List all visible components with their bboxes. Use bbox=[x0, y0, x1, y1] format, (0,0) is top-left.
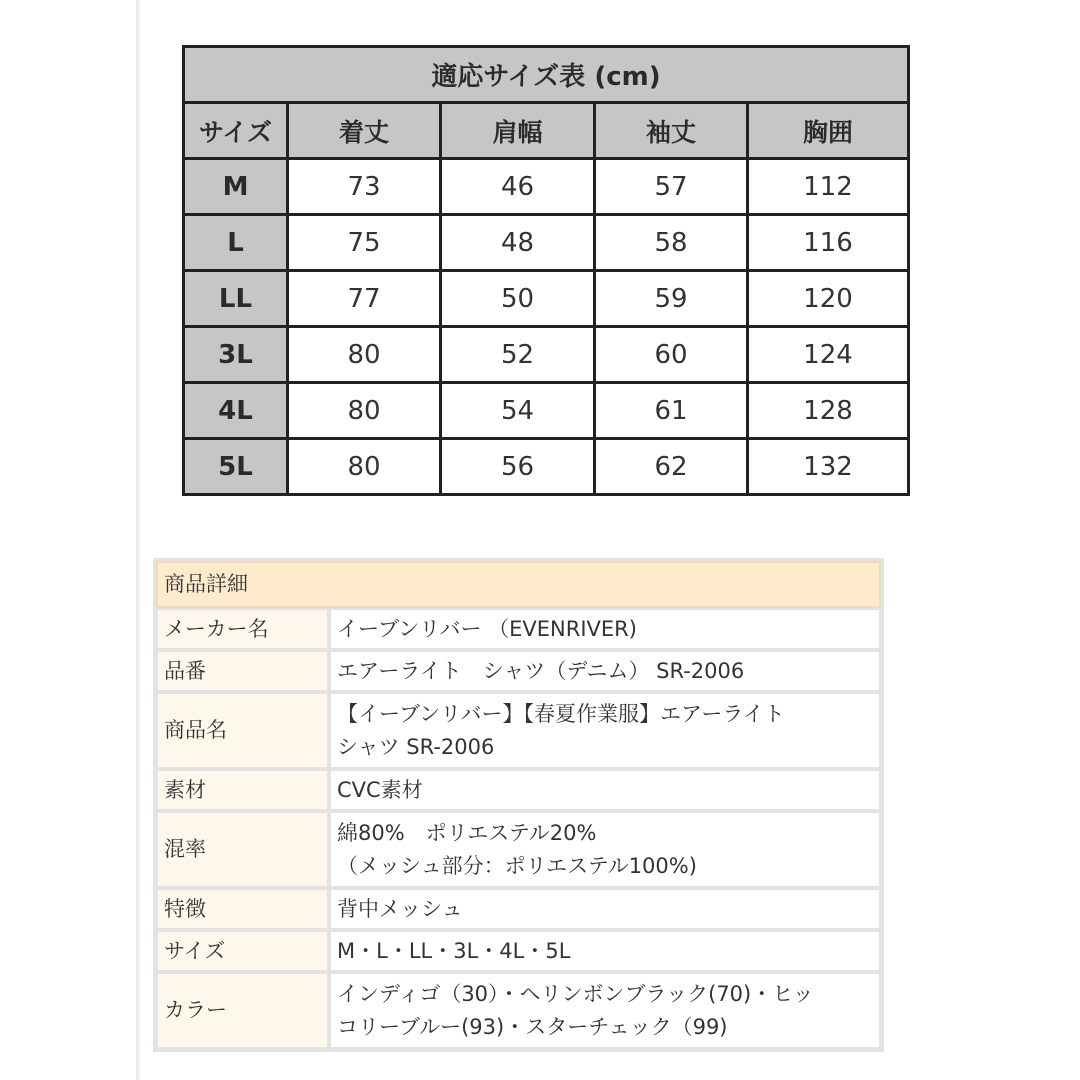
detail-row-features bbox=[156, 888, 881, 930]
detail-value-line: （メッシュ部分：ポリエステル100%) bbox=[337, 853, 697, 878]
chest-value: 116 bbox=[748, 215, 909, 271]
shoulder-value: 50 bbox=[441, 271, 595, 327]
sleeve-value: 59 bbox=[595, 271, 748, 327]
table-row bbox=[184, 159, 909, 215]
detail-value bbox=[329, 692, 881, 769]
detail-row-composition bbox=[156, 811, 881, 888]
product-details-table bbox=[153, 558, 884, 1052]
sleeve-value: 58 bbox=[595, 215, 748, 271]
detail-key: 混率 bbox=[156, 811, 329, 888]
chest-value: 128 bbox=[748, 383, 909, 439]
detail-value-line: コリーブルー(93)・スターチェック（99) bbox=[337, 1014, 728, 1039]
table-row bbox=[184, 271, 909, 327]
size-label: L bbox=[184, 215, 288, 271]
shoulder-value: 54 bbox=[441, 383, 595, 439]
sleeve-value: 61 bbox=[595, 383, 748, 439]
detail-key: 素材 bbox=[156, 769, 329, 811]
table-row bbox=[184, 327, 909, 383]
detail-row-product-number bbox=[156, 650, 881, 692]
chest-value: 120 bbox=[748, 271, 909, 327]
detail-value bbox=[329, 972, 881, 1049]
length-value: 73 bbox=[288, 159, 441, 215]
detail-value: CVC素材 bbox=[329, 769, 881, 811]
detail-value: 背中メッシュ bbox=[329, 888, 881, 930]
detail-value-line: 【イーブンリバー】【春夏作業服】エアーライト bbox=[337, 701, 785, 726]
detail-key: カラー bbox=[156, 972, 329, 1049]
detail-key: 商品名 bbox=[156, 692, 329, 769]
size-label: 3L bbox=[184, 327, 288, 383]
header-sleeve: 袖丈 bbox=[595, 103, 748, 159]
detail-value-line: シャツ SR-2006 bbox=[337, 734, 495, 759]
sleeve-value: 62 bbox=[595, 439, 748, 495]
detail-row-sizes bbox=[156, 930, 881, 972]
detail-row-material bbox=[156, 769, 881, 811]
detail-key: メーカー名 bbox=[156, 608, 329, 650]
sleeve-value: 57 bbox=[595, 159, 748, 215]
header-shoulder: 肩幅 bbox=[441, 103, 595, 159]
length-value: 80 bbox=[288, 383, 441, 439]
length-value: 80 bbox=[288, 327, 441, 383]
table-row bbox=[184, 439, 909, 495]
size-chart-table bbox=[182, 45, 910, 496]
length-value: 80 bbox=[288, 439, 441, 495]
chest-value: 112 bbox=[748, 159, 909, 215]
detail-row-maker bbox=[156, 608, 881, 650]
header-chest: 胸囲 bbox=[748, 103, 909, 159]
chest-value: 132 bbox=[748, 439, 909, 495]
header-size: サイズ bbox=[184, 103, 288, 159]
chest-value: 124 bbox=[748, 327, 909, 383]
table-row bbox=[184, 215, 909, 271]
length-value: 77 bbox=[288, 271, 441, 327]
detail-value: エアーライト シャツ（デニム） SR-2006 bbox=[329, 650, 881, 692]
detail-value: イーブンリバー （EVENRIVER) bbox=[329, 608, 881, 650]
detail-key: 特徴 bbox=[156, 888, 329, 930]
shoulder-value: 52 bbox=[441, 327, 595, 383]
detail-value: M・L・LL・3L・4L・5L bbox=[329, 930, 881, 972]
detail-key: サイズ bbox=[156, 930, 329, 972]
detail-value bbox=[329, 811, 881, 888]
size-label: 5L bbox=[184, 439, 288, 495]
detail-row-product-name bbox=[156, 692, 881, 769]
size-label: M bbox=[184, 159, 288, 215]
header-length: 着丈 bbox=[288, 103, 441, 159]
shoulder-value: 56 bbox=[441, 439, 595, 495]
length-value: 75 bbox=[288, 215, 441, 271]
product-details-heading: 商品詳細 bbox=[156, 561, 881, 608]
detail-value-line: 綿80% ポリエステル20% bbox=[337, 820, 597, 845]
table-row bbox=[184, 383, 909, 439]
size-label: 4L bbox=[184, 383, 288, 439]
detail-key: 品番 bbox=[156, 650, 329, 692]
size-label: LL bbox=[184, 271, 288, 327]
shoulder-value: 48 bbox=[441, 215, 595, 271]
size-chart-header-row bbox=[184, 103, 909, 159]
sleeve-value: 60 bbox=[595, 327, 748, 383]
shoulder-value: 46 bbox=[441, 159, 595, 215]
detail-value-line: インディゴ（30）・ヘリンボンブラック(70)・ヒッ bbox=[337, 981, 814, 1006]
left-column-rule bbox=[136, 0, 142, 1080]
detail-row-colors bbox=[156, 972, 881, 1049]
size-chart-title: 適応サイズ表 (cm) bbox=[184, 47, 909, 103]
